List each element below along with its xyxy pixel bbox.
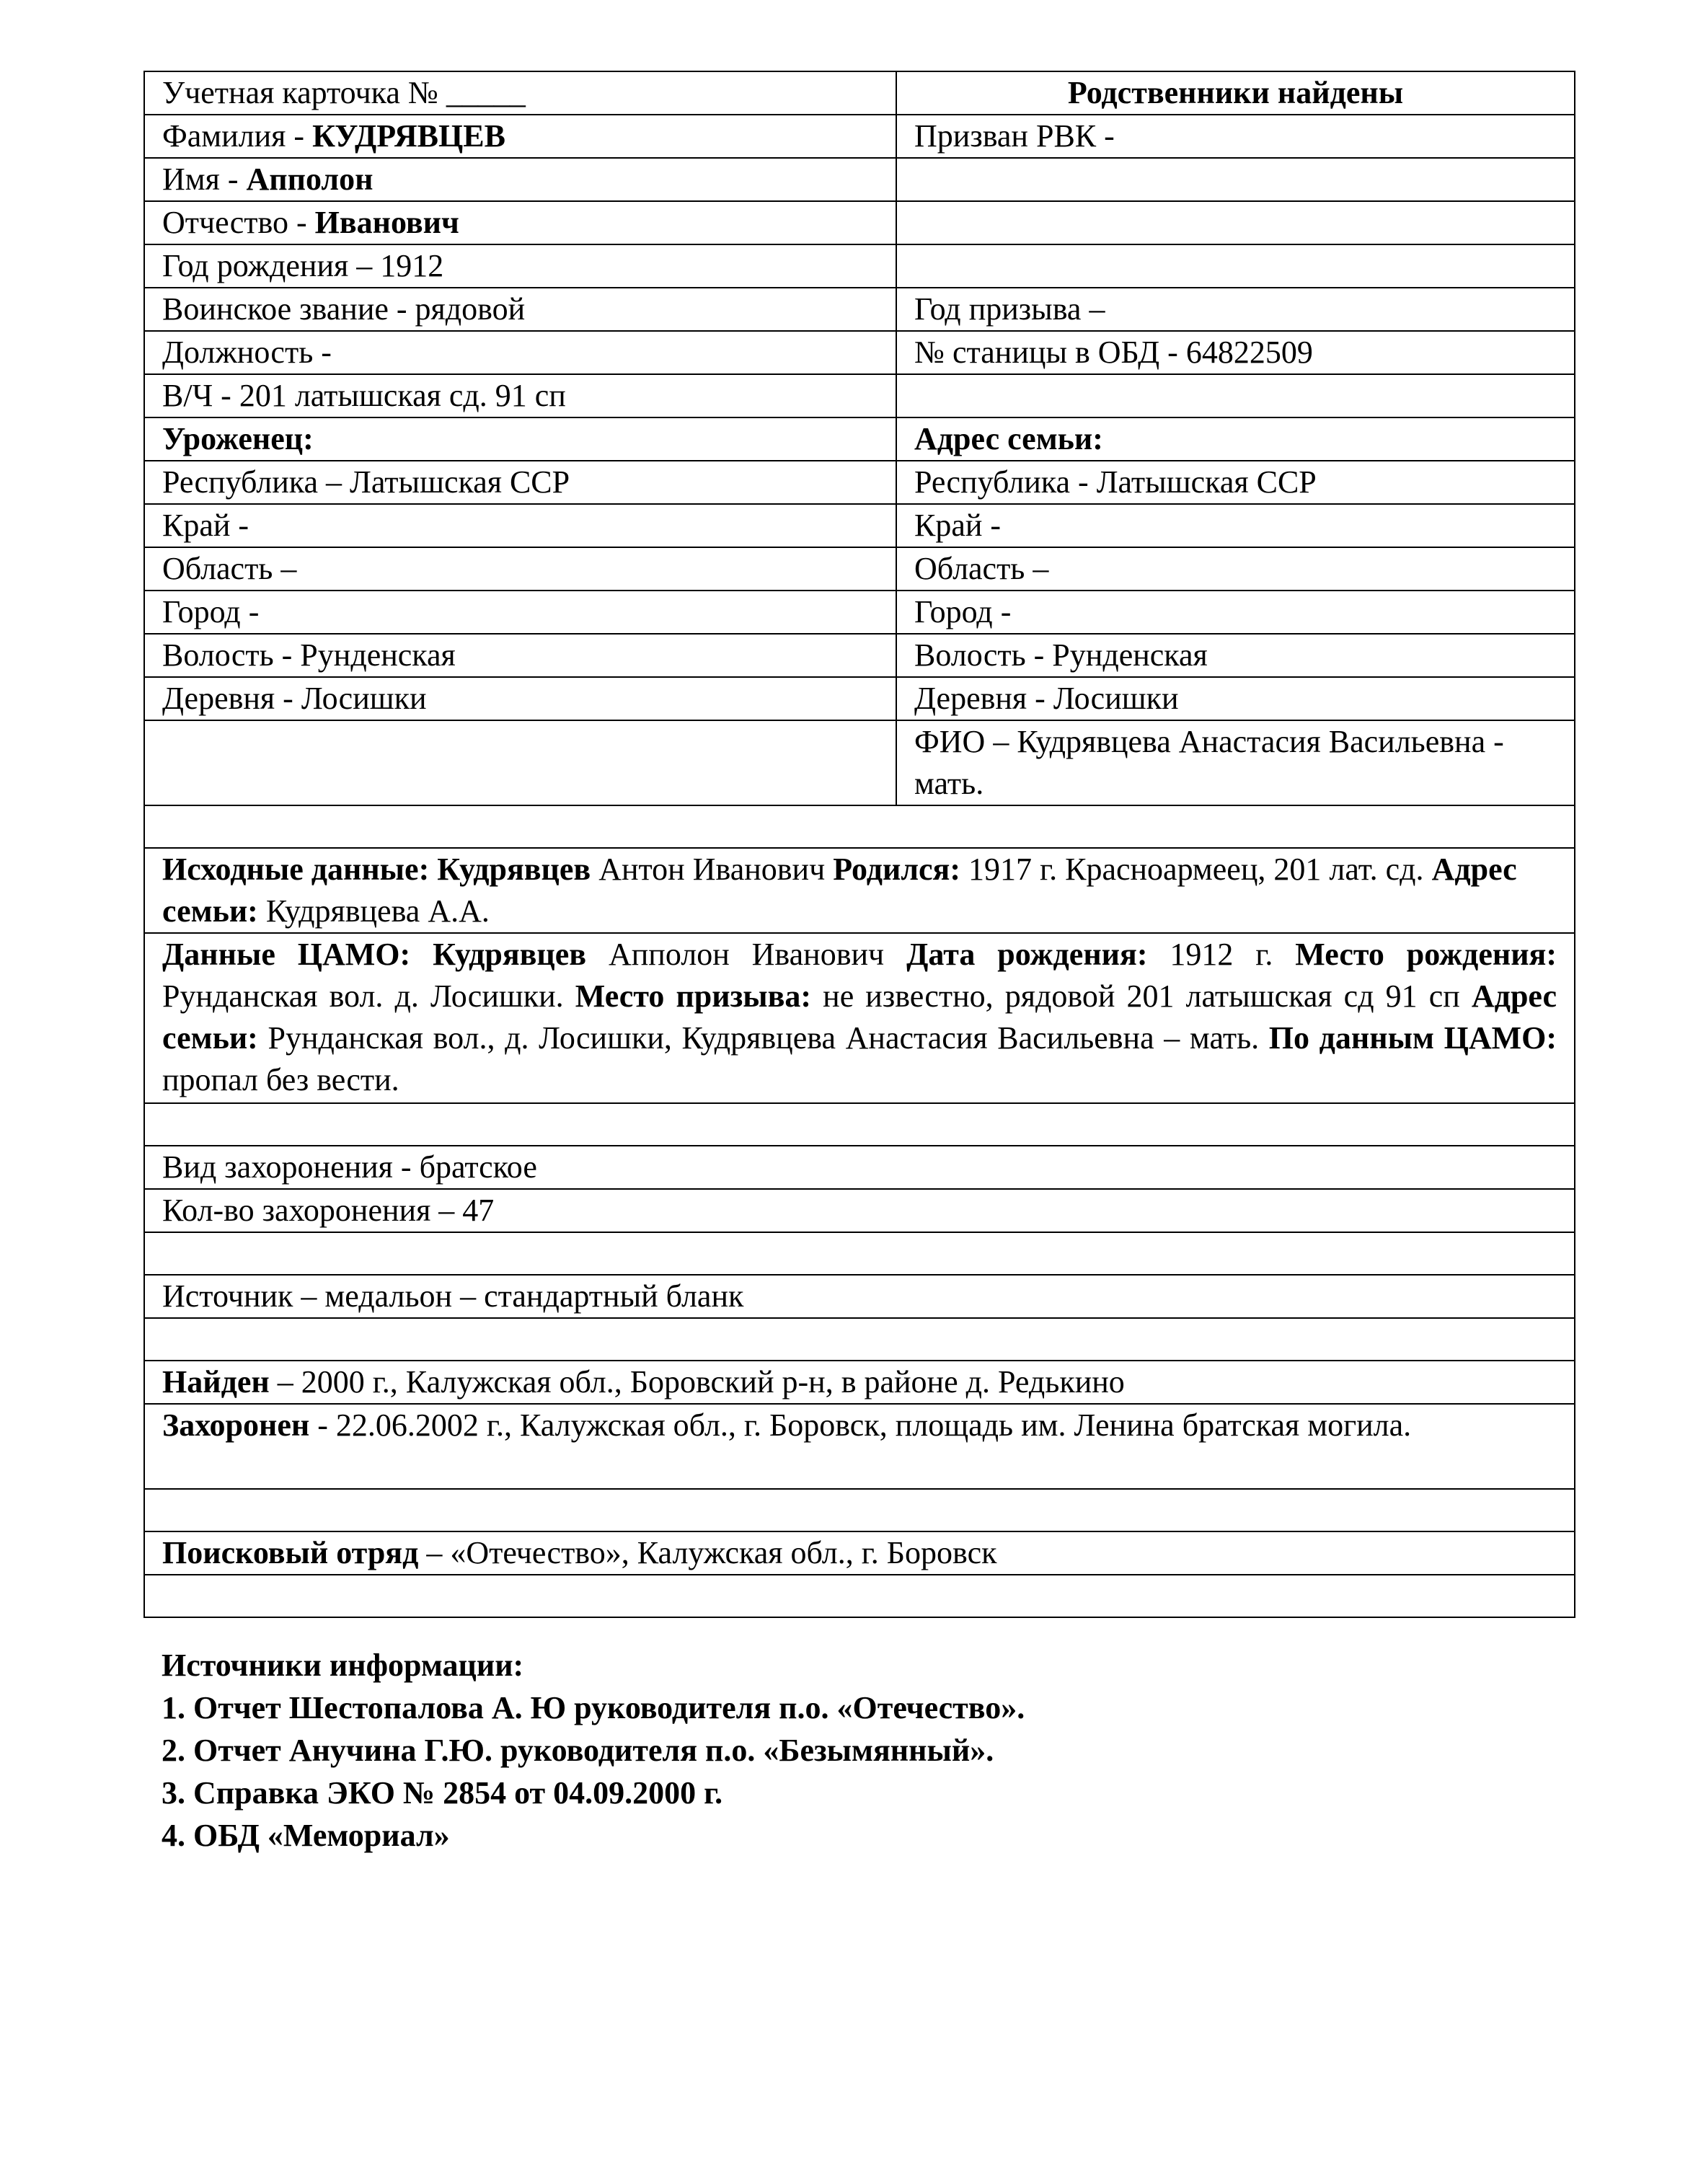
- family-city: Город -: [896, 591, 1575, 634]
- family-address-heading: Адрес семьи:: [896, 417, 1575, 461]
- birth-oblast: Область –: [144, 547, 896, 591]
- source-data-row: [144, 848, 1575, 933]
- surname-value: КУДРЯВЦЕВ: [312, 118, 505, 154]
- address-heading-row: [144, 417, 1575, 461]
- family-republic: Республика - Латышская ССР: [896, 461, 1575, 504]
- tsamo-data-cell: Данные ЦАМО: Кудрявцев Апполон Иванович Дата рождения: 1912 г. Место рождения: Рунданская вол. д. Лосишки. Место призыва: не известно, рядовой 201 латышская сд 91 сп Адрес семьи: Рунданская вол., д. Лосишки, Кудрявцева Анастасия Васильевна – мать. По данным ЦАМО: пропал без вести.: [144, 933, 1575, 1103]
- family-volost: Волость - Рунденская: [896, 634, 1575, 677]
- empty-cell: [896, 374, 1575, 417]
- source-data-cell: Исходные данные: Кудрявцев Антон Иванович Родился: 1917 г. Красноармеец, 201 лат. сд. Адрес семьи: Кудрявцева А.А.: [144, 848, 1575, 933]
- native-heading: Уроженец:: [144, 417, 896, 461]
- source-item: 4. ОБД «Мемориал»: [162, 1818, 450, 1853]
- name-value: Апполон: [246, 162, 373, 197]
- spacer-row: [144, 1232, 1575, 1275]
- tsamo-data-row: [144, 933, 1575, 1103]
- spacer-row: [144, 1489, 1575, 1531]
- family-krai: Край -: [896, 504, 1575, 547]
- krai-row: [144, 504, 1575, 547]
- position-row: [144, 331, 1575, 374]
- birth-year-row: [144, 244, 1575, 288]
- name-row: [144, 158, 1575, 201]
- sources-title: Источники информации:: [162, 1648, 524, 1683]
- empty-cell: [896, 244, 1575, 288]
- patronymic-cell: Отчество - Иванович: [144, 201, 896, 244]
- rank-cell: Воинское звание - рядовой: [144, 288, 896, 331]
- source-row: [144, 1275, 1575, 1318]
- name-cell: Имя - Апполон: [144, 158, 896, 201]
- patronymic-value: Иванович: [314, 205, 459, 240]
- empty-cell: [144, 720, 896, 805]
- position-cell: Должность -: [144, 331, 896, 374]
- draft-year-cell: Год призыва –: [896, 288, 1575, 331]
- unit-row: [144, 374, 1575, 417]
- birth-republic: Республика – Латышская ССР: [144, 461, 896, 504]
- source-item: 1. Отчет Шестопалова А. Ю руководителя п.о. «Отечество».: [162, 1690, 1025, 1725]
- spacer-row: [144, 1575, 1575, 1617]
- oblast-row: [144, 547, 1575, 591]
- squad-row: [144, 1531, 1575, 1575]
- village-row: [144, 677, 1575, 720]
- buried-row: [144, 1404, 1575, 1489]
- unit-cell: В/Ч - 201 латышская сд. 91 сп: [144, 374, 896, 417]
- spacer-row: [144, 1103, 1575, 1146]
- called-by-cell: Призван РВК -: [896, 115, 1575, 158]
- card-number: Учетная карточка № _____: [144, 71, 896, 115]
- empty-cell: [896, 201, 1575, 244]
- burial-count-row: [144, 1189, 1575, 1232]
- birth-year-cell: Год рождения – 1912: [144, 244, 896, 288]
- family-village: Деревня - Лосишки: [896, 677, 1575, 720]
- rank-row: [144, 288, 1575, 331]
- card-header-row: [144, 71, 1575, 115]
- source-item: 3. Справка ЭКО № 2854 от 04.09.2000 г.: [162, 1775, 723, 1811]
- fio-row: [144, 720, 1575, 805]
- found-cell: Найден – 2000 г., Калужская обл., Боровский р-н, в районе д. Редькино: [144, 1361, 1575, 1404]
- birth-village: Деревня - Лосишки: [144, 677, 896, 720]
- surname-cell: Фамилия - КУДРЯВЦЕВ: [144, 115, 896, 158]
- empty-cell: [896, 158, 1575, 201]
- relatives-found-heading: Родственники найдены: [896, 71, 1575, 115]
- city-row: [144, 591, 1575, 634]
- source-item: 2. Отчет Анучина Г.Ю. руководителя п.о. «Безымянный».: [162, 1733, 994, 1768]
- patronymic-row: [144, 201, 1575, 244]
- family-oblast: Область –: [896, 547, 1575, 591]
- burial-count-cell: Кол-во захоронения – 47: [144, 1189, 1575, 1232]
- spacer-row: [144, 1318, 1575, 1361]
- source-cell: Источник – медальон – стандартный бланк: [144, 1275, 1575, 1318]
- obd-page-cell: № станицы в ОБД - 64822509: [896, 331, 1575, 374]
- squad-cell: Поисковый отряд – «Отечество», Калужская обл., г. Боровск: [144, 1531, 1575, 1575]
- surname-row: [144, 115, 1575, 158]
- found-row: [144, 1361, 1575, 1404]
- volost-row: [144, 634, 1575, 677]
- family-fio: ФИО – Кудрявцева Анастасия Васильевна - мать.: [896, 720, 1575, 805]
- burial-type-cell: Вид захоронения - братское: [144, 1146, 1575, 1189]
- birth-krai: Край -: [144, 504, 896, 547]
- registration-card-table: [143, 71, 1575, 1618]
- information-sources: [162, 1644, 1531, 1857]
- spacer-row: [144, 805, 1575, 848]
- burial-type-row: [144, 1146, 1575, 1189]
- birth-city: Город -: [144, 591, 896, 634]
- birth-volost: Волость - Рунденская: [144, 634, 896, 677]
- buried-cell: Захоронен - 22.06.2002 г., Калужская обл., г. Боровск, площадь им. Ленина братская могила.: [144, 1404, 1575, 1489]
- republic-row: [144, 461, 1575, 504]
